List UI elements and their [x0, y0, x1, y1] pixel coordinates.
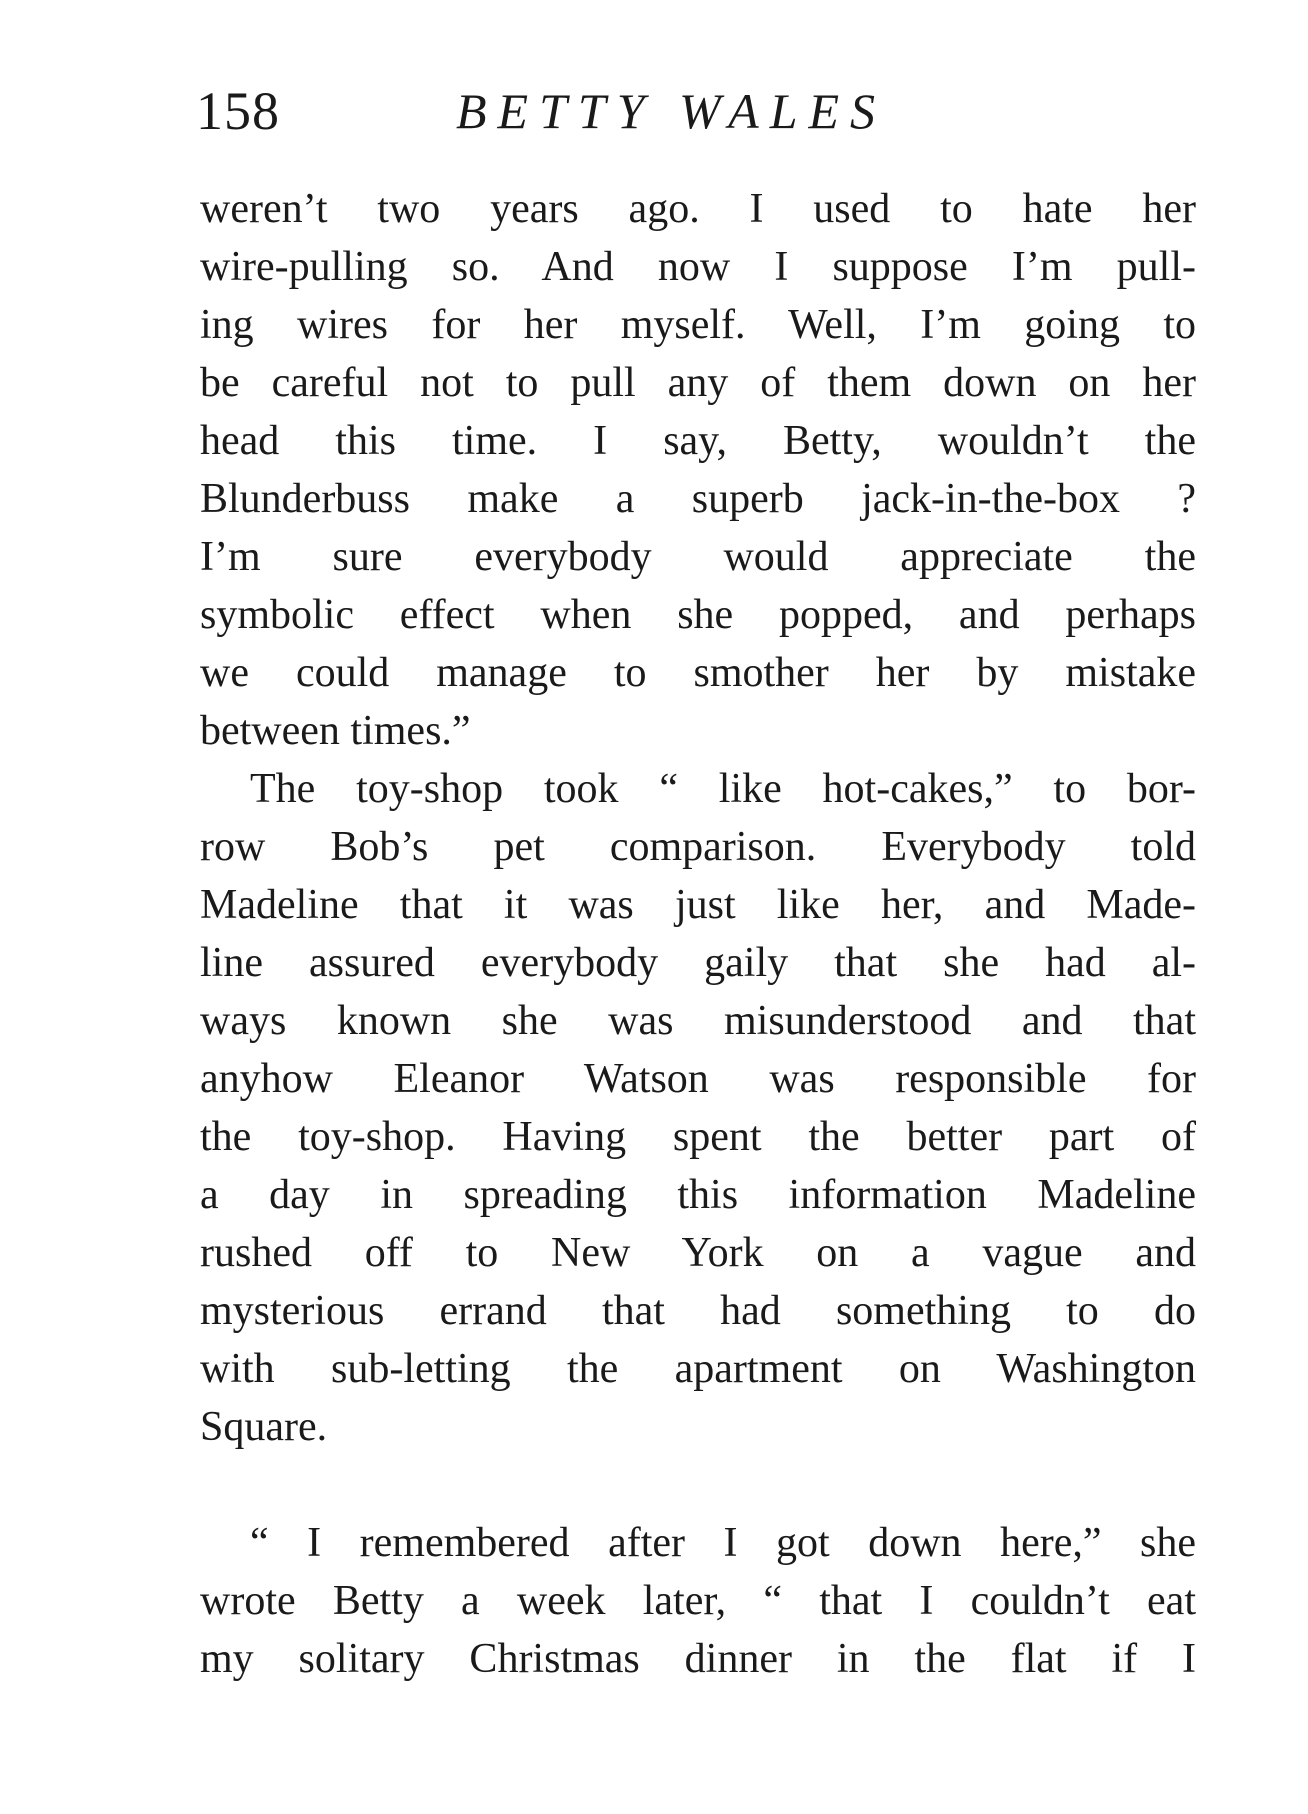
body-text — [200, 180, 1196, 1688]
text-line: Square. — [200, 1404, 328, 1450]
paragraph — [200, 1514, 1196, 1688]
text-line: row Bob’s pet comparison. Everybody told — [200, 824, 1196, 870]
text-line: we could manage to smother her by mistake — [200, 650, 1196, 696]
page-header — [196, 76, 1196, 146]
text-line: weren’t two years ago. I used to hate her — [200, 186, 1196, 232]
text-line: I’m sure everybody would appreciate the — [200, 534, 1196, 580]
running-title: BETTY WALES — [456, 83, 887, 139]
text-line: with sub-letting the apartment on Washington — [200, 1346, 1196, 1392]
text-line: rushed off to New York on a vague and — [200, 1230, 1196, 1276]
text-line: Madeline that it was just like her, and Made- — [200, 882, 1196, 928]
text-line: be careful not to pull any of them down on her — [200, 360, 1196, 406]
text-line: “ I remembered after I got down here,” she — [250, 1520, 1196, 1566]
text-line: anyhow Eleanor Watson was responsible for — [200, 1056, 1196, 1102]
text-line: line assured everybody gaily that she had al- — [200, 940, 1196, 986]
section-break — [200, 1456, 1196, 1514]
text-line: a day in spreading this information Madeline — [200, 1172, 1196, 1218]
text-line: symbolic effect when she popped, and perhaps — [200, 592, 1196, 638]
page-number: 158 — [196, 81, 280, 141]
text-line: between times.” — [200, 708, 471, 754]
text-line: The toy-shop took “ like hot-cakes,” to bor- — [250, 766, 1196, 812]
text-line: head this time. I say, Betty, wouldn’t the — [200, 418, 1196, 464]
text-line: my solitary Christmas dinner in the flat if I — [200, 1636, 1196, 1682]
text-line: wire-pulling so. And now I suppose I’m pull- — [200, 244, 1196, 290]
paragraph — [200, 180, 1196, 760]
text-line: mysterious errand that had something to do — [200, 1288, 1196, 1334]
text-line: wrote Betty a week later, “ that I couldn’t eat — [200, 1578, 1196, 1624]
text-line: ways known she was misunderstood and that — [200, 998, 1196, 1044]
text-line: ing wires for her myself. Well, I’m going to — [200, 302, 1196, 348]
text-line: Blunderbuss make a superb jack-in-the-box ? — [200, 476, 1196, 522]
paragraph — [200, 760, 1196, 1456]
text-line: the toy-shop. Having spent the better part of — [200, 1114, 1196, 1160]
